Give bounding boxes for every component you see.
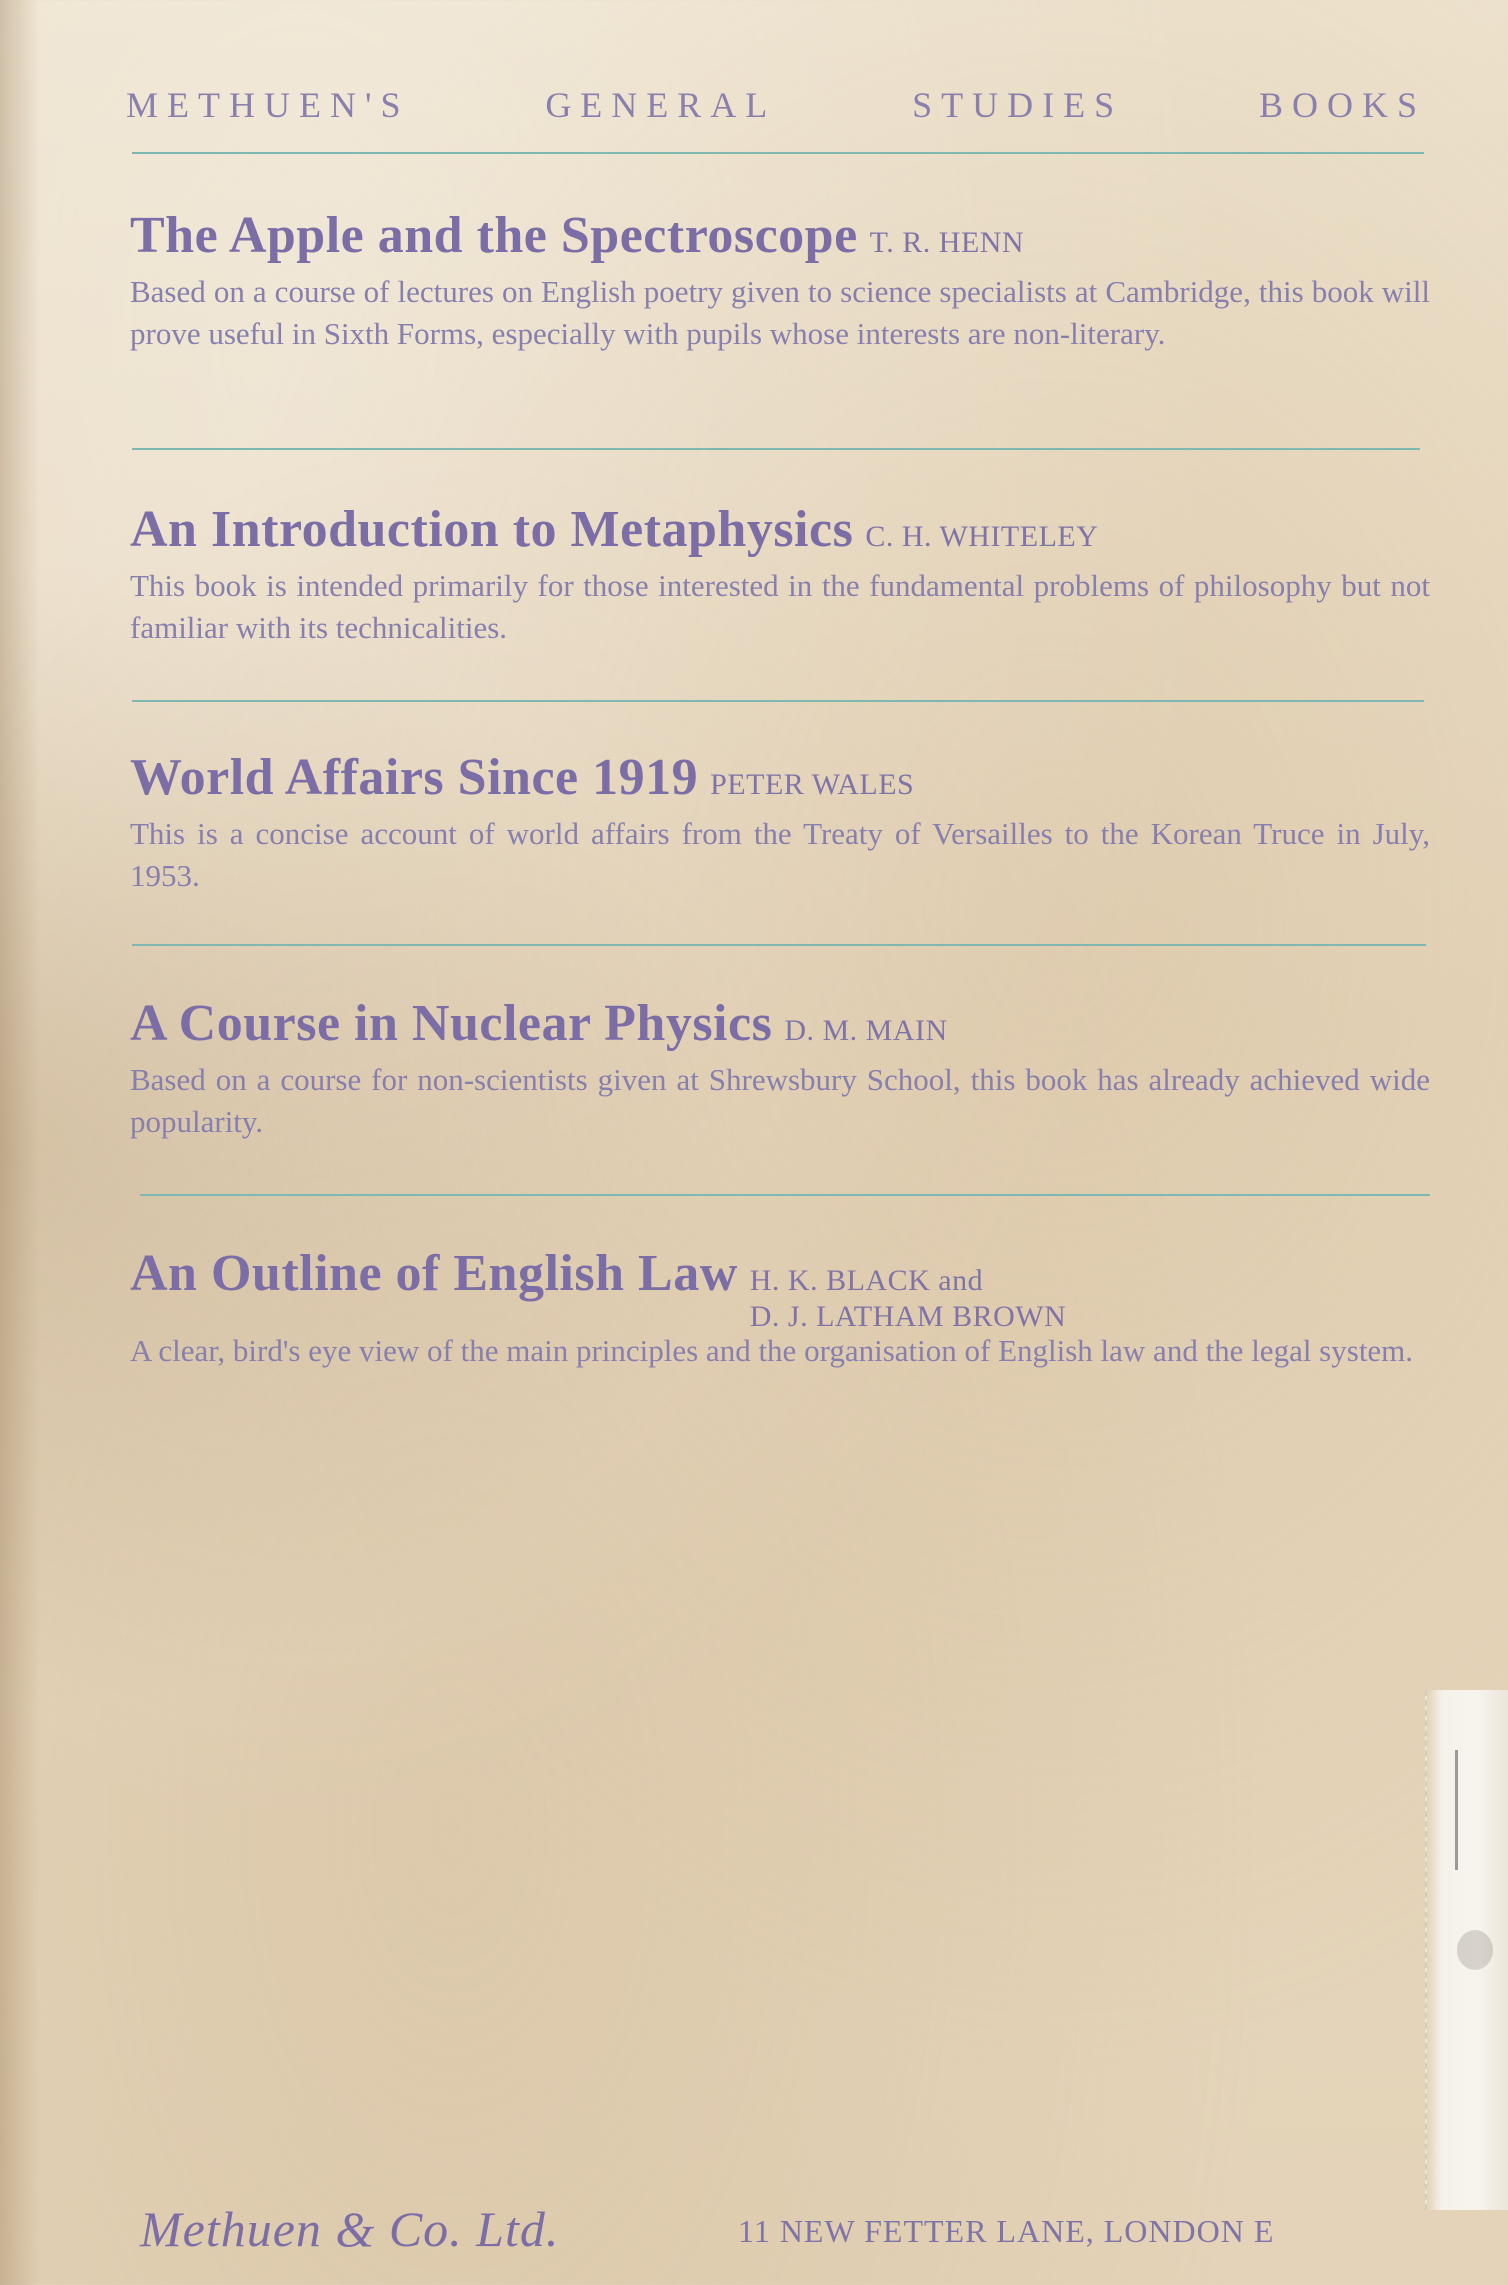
divider-rule [132,448,1420,450]
book-entry-head [130,994,1430,1053]
book-description: Based on a course for non-scientists given at Shrewsbury School, this book has already achieved wide popularity. [130,1062,1430,1139]
book-entry [130,500,1430,649]
book-entry-head [130,500,1430,559]
publisher-address: 11 NEW FETTER LANE, LONDON E [738,2213,1275,2249]
book-entry-head [130,748,1430,807]
book-title: A Course in Nuclear Physics [130,995,773,1052]
book-description: This book is intended primarily for those interested in the fundamental problems of philosophy but not familiar with its technicalities. [130,568,1430,645]
series-header-word: BOOKS [1258,85,1426,125]
book-author: PETER WALES [710,768,915,801]
book-authors [750,1264,1067,1332]
series-header-word: GENERAL [545,85,777,125]
divider-rule [132,700,1424,702]
series-header [126,84,1426,126]
label-stain [1457,1930,1493,1970]
book-entry [130,1244,1430,1372]
series-header-word: STUDIES [912,85,1124,125]
divider-rule [140,1194,1430,1196]
book-entry-head [130,206,1430,265]
book-title: World Affairs Since 1919 [130,749,699,806]
book-author: C. H. WHITELEY [865,520,1099,553]
book-title: The Apple and the Spectroscope [130,207,858,264]
worn-left-edge [0,0,40,2285]
book-entry [130,206,1430,355]
book-description: This is a concise account of world affairs from the Treaty of Versailles to the Korean Truce in July, 1953. [130,816,1430,893]
divider-rule [132,152,1424,154]
series-header-word: METHUEN'S [126,85,410,125]
book-author: H. K. BLACK and [749,1264,984,1297]
book-title: An Outline of English Law [130,1245,738,1302]
label-mark [1455,1750,1498,1870]
book-author: T. R. HENN [869,226,1025,259]
book-author: D. J. LATHAM BROWN [749,1300,1067,1333]
book-title: An Introduction to Metaphysics [130,501,854,558]
publisher-name: Methuen & Co. Ltd. [140,2201,560,2257]
book-entry [130,994,1430,1143]
book-author: D. M. MAIN [784,1014,948,1047]
book-entry-head [130,1244,1430,1332]
torn-label-remnant [1425,1690,1508,2210]
book-description: Based on a course of lectures on English poetry given to science specialists at Cambridge, this book will prove useful in Sixth Forms, especially with pupils whose interests are non-literary. [130,274,1430,351]
book-description: A clear, bird's eye view of the main principles and the organisation of English law and the legal system. [130,1333,1414,1368]
book-entry [130,748,1430,897]
divider-rule [132,944,1426,946]
